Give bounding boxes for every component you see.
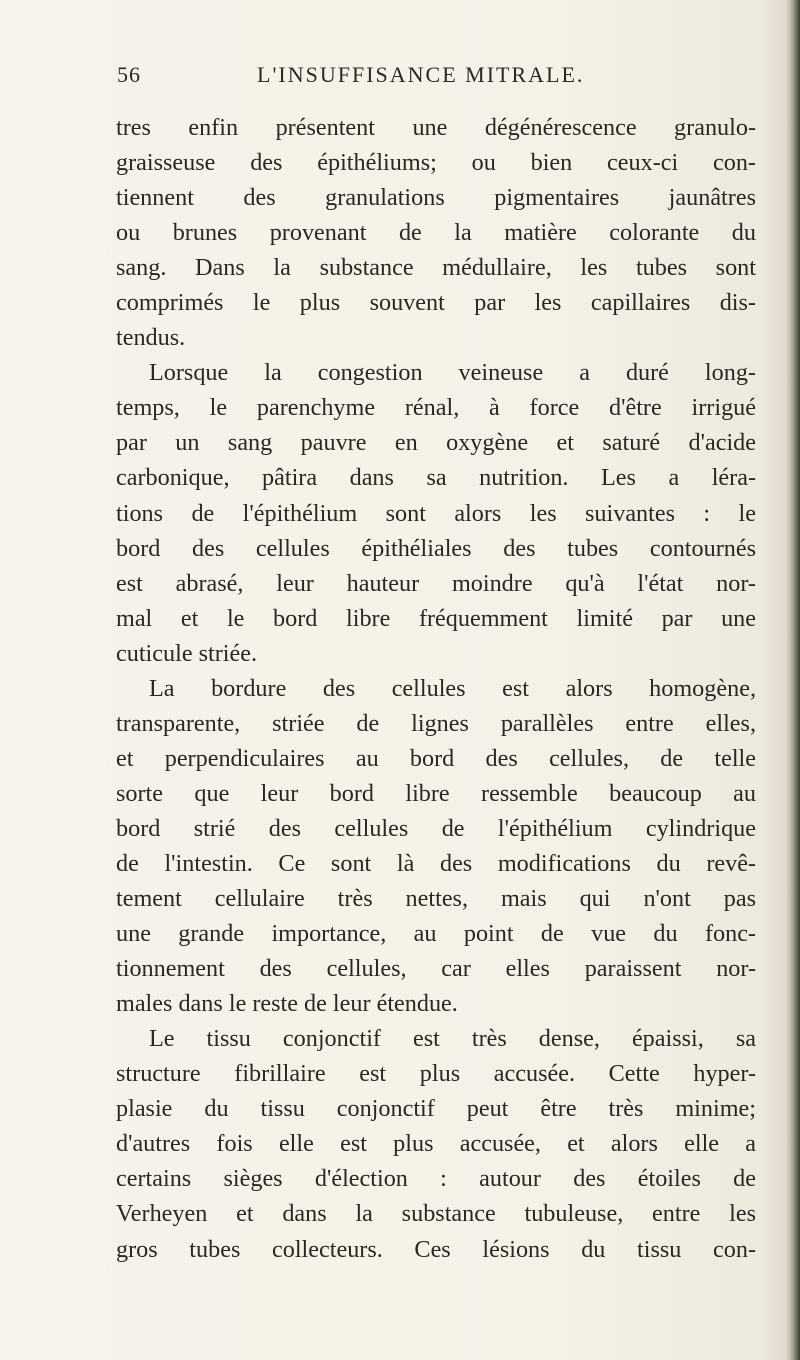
text-line: ou brunes provenant de la matière colorante du [116, 219, 756, 247]
text-line: La bordure des cellules est alors homogène, [149, 674, 756, 702]
text-line: graisseuse des épithéliums; ou bien ceux-ci con- [116, 149, 756, 177]
text-line: mal et le bord libre fréquemment limité par une [116, 604, 756, 632]
running-title: L'INSUFFISANCE MITRALE. [257, 62, 585, 87]
text-line: sorte que leur bord libre ressemble beaucoup au [116, 779, 756, 807]
body-text [116, 110, 756, 1267]
text-line: d'autres fois elle est plus accusée, et alors elle a [116, 1130, 756, 1158]
text-line: carbonique, pâtira dans sa nutrition. Les a léra- [116, 464, 756, 492]
text-line: gros tubes collecteurs. Ces lésions du tissu con- [116, 1235, 756, 1263]
text-line: par un sang pauvre en oxygène et saturé d'acide [116, 429, 756, 457]
text-line: Verheyen et dans la substance tubuleuse, entre les [116, 1200, 756, 1228]
text-line: comprimés le plus souvent par les capillaires dis- [116, 289, 756, 317]
page-header [117, 62, 757, 102]
text-line: Lorsque la congestion veineuse a duré long- [149, 359, 756, 387]
text-line: transparente, striée de lignes parallèles entre elles, [116, 709, 756, 737]
text-line: tendus. [116, 324, 186, 352]
text-line: bord des cellules épithéliales des tubes contournés [116, 534, 756, 562]
text-line: sang. Dans la substance médullaire, les tubes sont [116, 254, 756, 282]
text-line: est abrasé, leur hauteur moindre qu'à l'état nor- [116, 569, 756, 597]
text-line: temps, le parenchyme rénal, à force d'être irrigué [116, 394, 756, 422]
page-number: 56 [117, 62, 141, 87]
text-line: structure fibrillaire est plus accusée. Cette hyper- [116, 1060, 756, 1088]
text-line: bord strié des cellules de l'épithélium cylindrique [116, 814, 756, 842]
text-line: Le tissu conjonctif est très dense, épaissi, sa [149, 1025, 756, 1053]
text-line: de l'intestin. Ce sont là des modifications du revê- [116, 849, 756, 877]
text-line: une grande importance, au point de vue du fonc- [116, 920, 756, 948]
page-edge-shadow [786, 0, 800, 1360]
text-line: tionnement des cellules, car elles paraissent nor- [116, 955, 756, 983]
text-line: et perpendiculaires au bord des cellules, de telle [116, 744, 756, 772]
text-line: tiennent des granulations pigmentaires jaunâtres [116, 184, 756, 212]
text-line: tions de l'épithélium sont alors les suivantes : le [116, 499, 756, 527]
text-line: males dans le reste de leur étendue. [116, 990, 458, 1018]
text-line: tement cellulaire très nettes, mais qui n'ont pas [116, 885, 756, 913]
text-line: certains sièges d'élection : autour des étoiles de [116, 1165, 756, 1193]
text-line: cuticule striée. [116, 639, 258, 667]
text-line: tres enfin présentent une dégénérescence granulo- [116, 114, 756, 141]
text-line: plasie du tissu conjonctif peut être très minime; [116, 1095, 756, 1123]
